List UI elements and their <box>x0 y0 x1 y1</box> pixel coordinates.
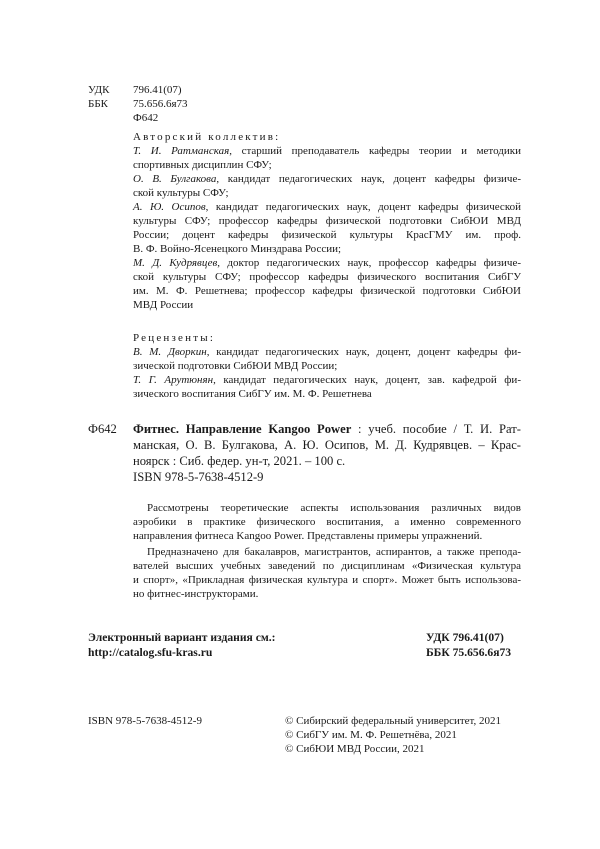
biblio-record <box>133 421 521 485</box>
person-description: им. М. Ф. Решетнева; профессор кафедры физической подготовки СибЮИ <box>133 285 521 297</box>
person-entry <box>133 345 521 373</box>
electronic-bbk: ББК 75.656.6я73 <box>426 646 512 659</box>
person-name: В. М. Дворкин <box>133 346 207 358</box>
person-name: Т. И. Ратманская <box>133 145 230 157</box>
person-description: ской культуры СФУ; профессор кафедры физического воспитания СибГУ <box>133 271 521 283</box>
biblio-sign: Ф642 <box>88 422 117 436</box>
person-name: Т. Г. Арутюнян <box>133 374 214 386</box>
classification-codes <box>88 83 188 125</box>
catalog-url[interactable]: http://catalog.sfu-kras.ru <box>88 646 213 659</box>
copyright-line: © СибГУ им. М. Ф. Решетнёва, 2021 <box>285 729 457 741</box>
person-description: ской культуры СФУ; <box>133 187 229 199</box>
person-name: А. Ю. Осипов <box>133 201 206 213</box>
authors-section <box>133 130 521 312</box>
abstract-line: и спорт», «Прикладная физическая культура и спорт». Может быть использова- <box>133 574 521 586</box>
person-description: , кандидат педагогических наук, доцент, зав. кафедрой фи- <box>213 374 521 386</box>
person-description: культуры СФУ; профессор кафедры физической подготовки СибЮИ МВД <box>133 215 521 227</box>
footer-isbn: ISBN 978-5-7638-4512-9 <box>88 715 202 727</box>
authors-list <box>133 144 521 312</box>
biblio-line1: : учеб. пособие / Т. И. Рат- <box>351 422 521 436</box>
abstract-line: вателей высших учебных заведений по дисциплинам «Физическая культура <box>133 560 521 572</box>
person-entry <box>133 172 521 200</box>
abstract <box>133 501 521 601</box>
person-entry <box>133 144 521 172</box>
reviewers-list <box>133 345 521 401</box>
person-description: В. Ф. Войно-Ясенецкого Минздрава России; <box>133 243 342 255</box>
biblio-line3: ноярск : Сиб. федер. ун-т, 2021. – 100 с. <box>133 454 346 468</box>
electronic-label: Электронный вариант издания см.: <box>88 631 276 644</box>
person-description: спортивных дисциплин СФУ; <box>133 159 272 171</box>
person-description: , кандидат педагогических наук, доцент, доцент кафедры фи- <box>206 346 521 358</box>
abstract-line: но фитнес-инструкторами. <box>133 588 259 600</box>
person-description: МВД России <box>133 299 194 311</box>
abstract-line: Предназначено для бакалавров, магистрантов, аспирантов, а также препода- <box>147 546 521 558</box>
abstract-paragraph-2 <box>133 545 521 601</box>
abstract-line: Рассмотрены теоретические аспекты использования различных видов <box>147 502 521 514</box>
person-description: России; доцент кафедры физической культуры КрасГМУ им. проф. <box>133 229 521 241</box>
person-entry <box>133 373 521 401</box>
biblio-line2: манская, О. В. Булгакова, А. Ю. Осипов, М. Д. Кудрявцев. – Крас- <box>133 438 521 452</box>
authors-heading: Авторский коллектив: <box>133 131 281 143</box>
person-description: зического воспитания СибГУ им. М. Ф. Решетнева <box>133 388 372 400</box>
copyright-block <box>285 714 501 756</box>
person-description: , кандидат педагогических наук, доцент кафедры физической <box>205 201 521 213</box>
reviewers-section <box>133 331 521 401</box>
abstract-line: аэробики в практике физического воспитания, а именно современного <box>133 516 521 528</box>
bbk-label: ББК <box>88 98 108 110</box>
person-description: , кандидат педагогических наук, доцент кафедры физиче- <box>216 173 521 185</box>
udk-value: 796.41(07) <box>133 84 182 96</box>
copyright-line: © Сибирский федеральный университет, 2021 <box>285 715 502 727</box>
reviewers-heading: Рецензенты: <box>133 332 216 344</box>
person-description: , старший преподаватель кафедры теории и методики <box>229 145 521 157</box>
book-title: Фитнес. Направление Kangoo Power <box>133 422 352 436</box>
abstract-paragraph-1 <box>133 501 521 543</box>
person-entry <box>133 256 521 312</box>
copyright-line: © СибЮИ МВД России, 2021 <box>285 743 425 755</box>
person-description: зической подготовки СибЮИ МВД России; <box>133 360 338 372</box>
author-sign: Ф642 <box>133 112 159 124</box>
udk-label: УДК <box>88 84 110 96</box>
electronic-udk: УДК 796.41(07) <box>426 631 504 644</box>
person-entry <box>133 200 521 256</box>
person-name: М. Д. Кудрявцев <box>133 257 218 269</box>
person-description: , доктор педагогических наук, профессор кафедры физиче- <box>217 257 521 269</box>
person-name: О. В. Булгакова <box>133 173 217 185</box>
biblio-isbn: ISBN 978-5-7638-4512-9 <box>133 470 264 484</box>
bbk-value: 75.656.6я73 <box>133 98 188 110</box>
abstract-line: направления фитнеса Kangoo Power. Представлены примеры упражнений. <box>133 530 483 542</box>
